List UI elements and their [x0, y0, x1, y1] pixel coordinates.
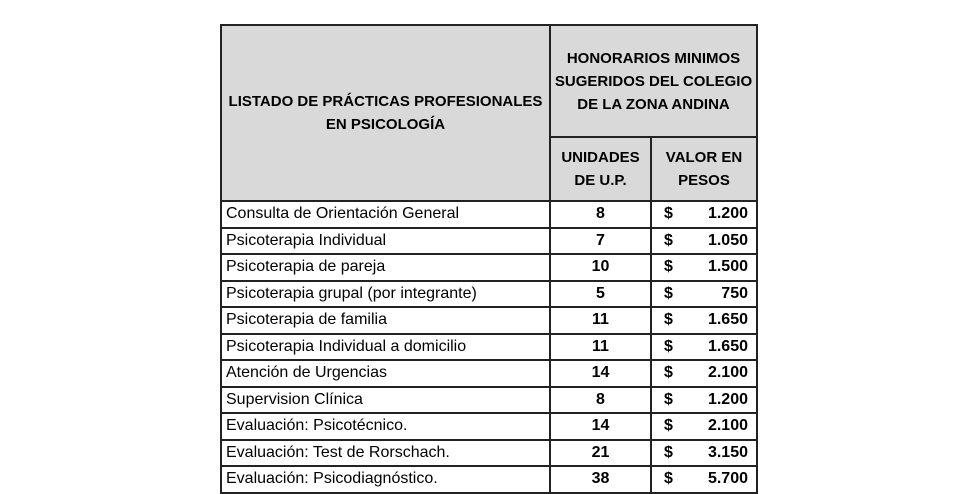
currency-symbol: $ [664, 258, 673, 276]
price-amount: 1.650 [707, 337, 748, 355]
price-value [651, 360, 757, 387]
currency-symbol: $ [664, 417, 673, 435]
practice-name: Psicoterapia de pareja [221, 254, 550, 281]
units-value: 5 [550, 281, 651, 308]
price-value [651, 281, 757, 308]
practice-name: Evaluación: Test de Rorschach. [221, 440, 550, 467]
price-amount: 750 [721, 284, 748, 302]
units-value: 7 [550, 228, 651, 255]
price-value [651, 413, 757, 440]
practice-name: Psicoterapia Individual a domicilio [221, 334, 550, 361]
currency-symbol: $ [664, 470, 673, 488]
table-row [221, 228, 757, 255]
fees-table [220, 24, 758, 494]
currency-symbol: $ [664, 443, 673, 461]
table-row [221, 201, 757, 228]
units-value: 14 [550, 413, 651, 440]
table-row [221, 281, 757, 308]
price-amount: 1.050 [707, 231, 748, 249]
units-value: 8 [550, 387, 651, 414]
price-value [651, 387, 757, 414]
practice-name: Psicoterapia de familia [221, 307, 550, 334]
currency-symbol: $ [664, 284, 673, 302]
units-column-header: UNIDADES DE U.P. [550, 137, 651, 201]
units-value: 14 [550, 360, 651, 387]
practices-list-header: LISTADO DE PRÁCTICAS PROFESIONALES EN PSICOLOGÍA [221, 25, 550, 201]
price-value [651, 440, 757, 467]
practice-name: Consulta de Orientación General [221, 201, 550, 228]
price-amount: 2.100 [707, 417, 748, 435]
price-amount: 1.200 [707, 205, 748, 223]
price-value [651, 201, 757, 228]
table-row [221, 360, 757, 387]
price-amount: 1.200 [707, 390, 748, 408]
price-amount: 1.650 [707, 311, 748, 329]
table-row [221, 466, 757, 493]
units-value: 38 [550, 466, 651, 493]
practice-name: Supervision Clínica [221, 387, 550, 414]
table-row [221, 387, 757, 414]
table-row [221, 440, 757, 467]
units-value: 21 [550, 440, 651, 467]
table-row [221, 413, 757, 440]
currency-symbol: $ [664, 337, 673, 355]
price-value [651, 254, 757, 281]
units-value: 10 [550, 254, 651, 281]
fees-header: HONORARIOS MINIMOS SUGERIDOS DEL COLEGIO DE LA ZONA ANDINA [550, 25, 757, 137]
currency-symbol: $ [664, 205, 673, 223]
price-amount: 5.700 [707, 470, 748, 488]
units-value: 11 [550, 334, 651, 361]
price-amount: 3.150 [707, 443, 748, 461]
table-row [221, 254, 757, 281]
practice-name: Psicoterapia grupal (por integrante) [221, 281, 550, 308]
units-value: 8 [550, 201, 651, 228]
table-row [221, 307, 757, 334]
price-amount: 1.500 [707, 258, 748, 276]
price-value [651, 466, 757, 493]
currency-symbol: $ [664, 311, 673, 329]
table-row [221, 334, 757, 361]
practice-name: Atención de Urgencias [221, 360, 550, 387]
value-column-header: VALOR EN PESOS [651, 137, 757, 201]
currency-symbol: $ [664, 231, 673, 249]
price-amount: 2.100 [707, 364, 748, 382]
units-value: 11 [550, 307, 651, 334]
currency-symbol: $ [664, 390, 673, 408]
price-value [651, 228, 757, 255]
price-value [651, 334, 757, 361]
practice-name: Evaluación: Psicodiagnóstico. [221, 466, 550, 493]
price-value [651, 307, 757, 334]
practice-name: Psicoterapia Individual [221, 228, 550, 255]
currency-symbol: $ [664, 364, 673, 382]
practice-name: Evaluación: Psicotécnico. [221, 413, 550, 440]
